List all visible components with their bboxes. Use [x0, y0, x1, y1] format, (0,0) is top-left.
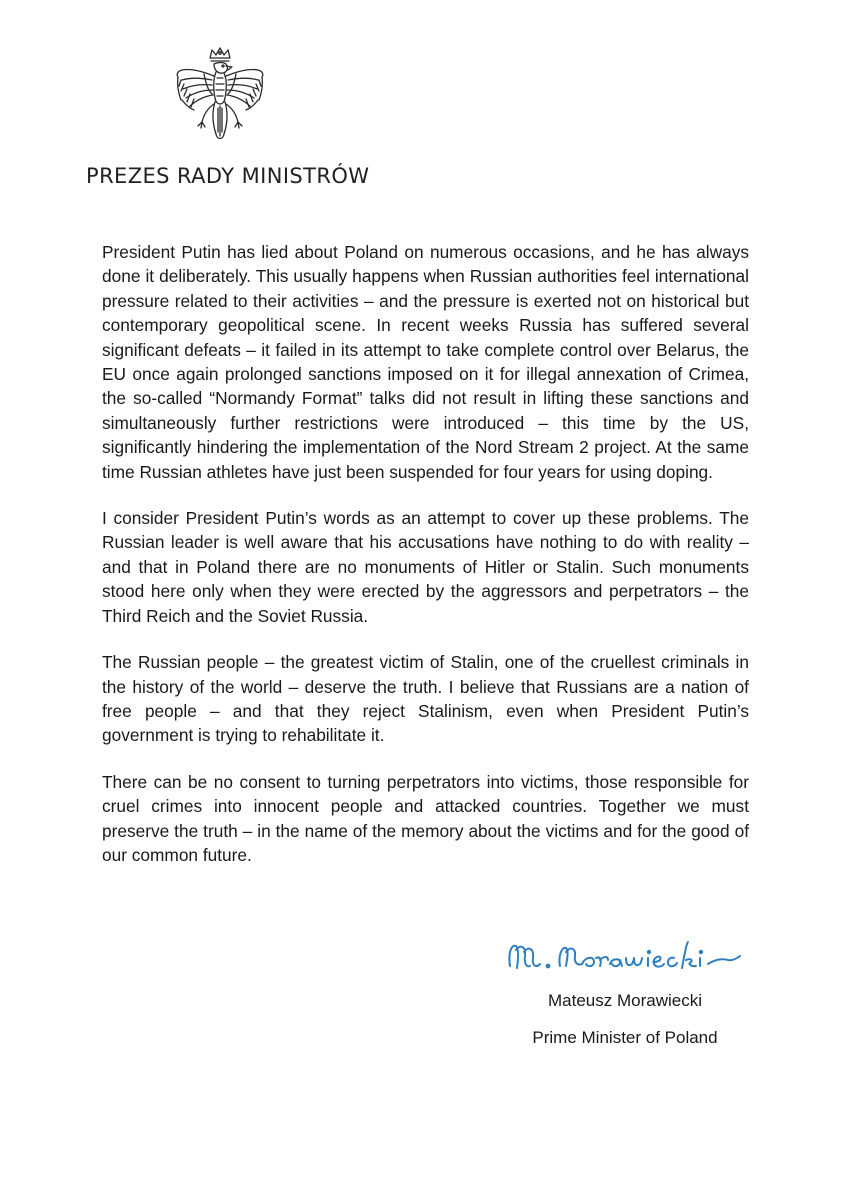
letter-paragraph: There can be no consent to turning perpetrators into victims, those responsible for cruel crimes into innocent people and attacked countries. Together we must preserve the truth – in the name of the memory about the victims and for the good of our common future.: [102, 771, 749, 865]
letter-body: [102, 240, 749, 889]
signer-name: Mateusz Morawiecki: [548, 991, 702, 1010]
handwritten-signature: [502, 934, 748, 980]
letter-paragraph: President Putin has lied about Poland on numerous occasions, and he has always done it deliberately. This usually happens when Russian authorities feel international pressure related to their activities – and the pressure is exerted not on historical but contemporary geopolitical scene. In recent weeks Russia has suffered several significant defeats – it failed in its attempt to take complete control over Belarus, the EU once again prolonged sanctions imposed on it for illegal annexation of Crimea, the so-called “Normandy Format” talks did not result in lifting these sanctions and simultaneously further restrictions were introduced – this time by the US, significantly hindering the implementation of the Nord Stream 2 project. At the same time Russian athletes have just been suspended for four years for using doping.: [102, 242, 749, 482]
signer-role: Prime Minister of Poland: [532, 1028, 718, 1047]
letter-paragraph: The Russian people – the greatest victim of Stalin, one of the cruellest criminals in the history of the world – deserve the truth. I believe that Russians are a nation of free people – and that they reject Stalinism, even when President Putin’s government is trying to rehabilitate it.: [102, 652, 749, 746]
letter-paragraph: I consider President Putin’s words as an attempt to cover up these problems. The Russian leader is well aware that his accusations have nothing to do with reality – and that in Poland there are no monuments of Hitler or Stalin. Such monuments stood here only when they were erected by the aggressors and perpetrators – the Third Reich and the Soviet Russia.: [102, 508, 749, 626]
white-eagle-emblem-icon: [168, 44, 272, 156]
office-title: PREZES RADY MINISTRÓW: [86, 164, 370, 188]
